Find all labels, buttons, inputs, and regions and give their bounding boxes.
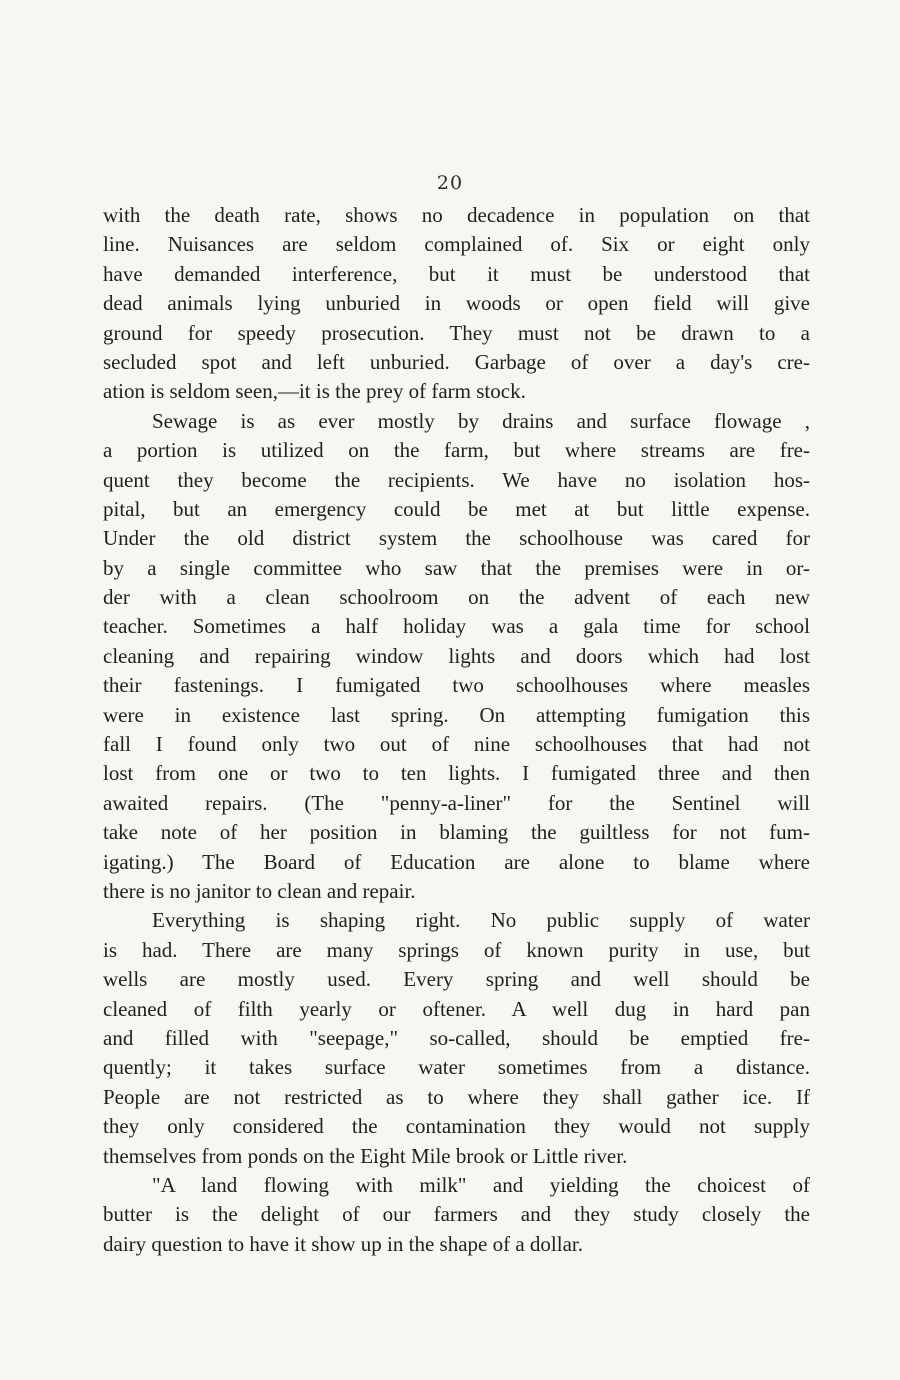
- text-line: quent they become the recipients. We have no isolation hos-: [103, 467, 810, 492]
- text-line: by a single committee who saw that the premises were in or-: [103, 555, 810, 580]
- text-line: butter is the delight of our farmers and they study closely the: [103, 1202, 810, 1227]
- text-line: dead animals lying unburied in woods or open field will give: [103, 291, 810, 316]
- text-line: lost from one or two to ten lights. I fumigated three and then: [103, 761, 810, 786]
- text-line: pital, but an emergency could be met at but little expense.: [103, 496, 810, 521]
- text-line: a portion is utilized on the farm, but where streams are fre-: [103, 438, 810, 463]
- text-line: there is no janitor to clean and repair.: [103, 878, 416, 903]
- text-line: were in existence last spring. On attempting fumigation this: [103, 702, 810, 727]
- text-line: take note of her position in blaming the guiltless for not fum-: [103, 820, 810, 845]
- text-line: and filled with "seepage," so-called, should be emptied fre-: [103, 1025, 810, 1050]
- body-text: [103, 201, 810, 1259]
- text-line: wells are mostly used. Every spring and well should be: [103, 967, 810, 992]
- text-line: teacher. Sometimes a half holiday was a gala time for school: [103, 614, 810, 639]
- text-line: quently; it takes surface water sometimes from a distance.: [103, 1055, 810, 1080]
- text-line: ation is seldom seen,—it is the prey of farm stock.: [103, 379, 526, 404]
- text-line: awaited repairs. (The "penny-a-liner" for the Sentinel will: [103, 790, 810, 815]
- text-line: line. Nuisances are seldom complained of. Six or eight only: [103, 232, 810, 257]
- text-line: their fastenings. I fumigated two schoolhouses where measles: [103, 673, 810, 698]
- text-line: themselves from ponds on the Eight Mile brook or Little river.: [103, 1143, 628, 1168]
- text-line: dairy question to have it show up in the shape of a dollar.: [103, 1231, 583, 1256]
- text-line: they only considered the contamination they would not supply: [103, 1114, 810, 1139]
- page-number: 20: [436, 172, 464, 194]
- text-line: have demanded interference, but it must be understood that: [103, 261, 810, 286]
- text-line: secluded spot and left unburied. Garbage of over a day's cre-: [103, 349, 810, 374]
- text-line: with the death rate, shows no decadence in population on that: [103, 203, 810, 227]
- paragraph-start: Sewage is as ever mostly by drains and surface flowage ,: [152, 408, 810, 433]
- text-line: cleaning and repairing window lights and doors which had lost: [103, 643, 810, 668]
- text-line: cleaned of filth yearly or oftener. A well dug in hard pan: [103, 996, 810, 1021]
- text-line: der with a clean schoolroom on the advent of each new: [103, 585, 810, 610]
- text-line: fall I found only two out of nine schoolhouses that had not: [103, 732, 810, 757]
- text-line: ground for speedy prosecution. They must not be drawn to a: [103, 320, 810, 345]
- text-line: igating.) The Board of Education are alone to blame where: [103, 849, 810, 874]
- text-line: is had. There are many springs of known purity in use, but: [103, 937, 810, 962]
- text-line: Under the old district system the schoolhouse was cared for: [103, 526, 810, 551]
- text-line: People are not restricted as to where they shall gather ice. If: [103, 1084, 810, 1109]
- paragraph-start: "A land flowing with milk" and yielding the choicest of: [152, 1172, 810, 1197]
- paragraph-start: Everything is shaping right. No public supply of water: [152, 908, 810, 933]
